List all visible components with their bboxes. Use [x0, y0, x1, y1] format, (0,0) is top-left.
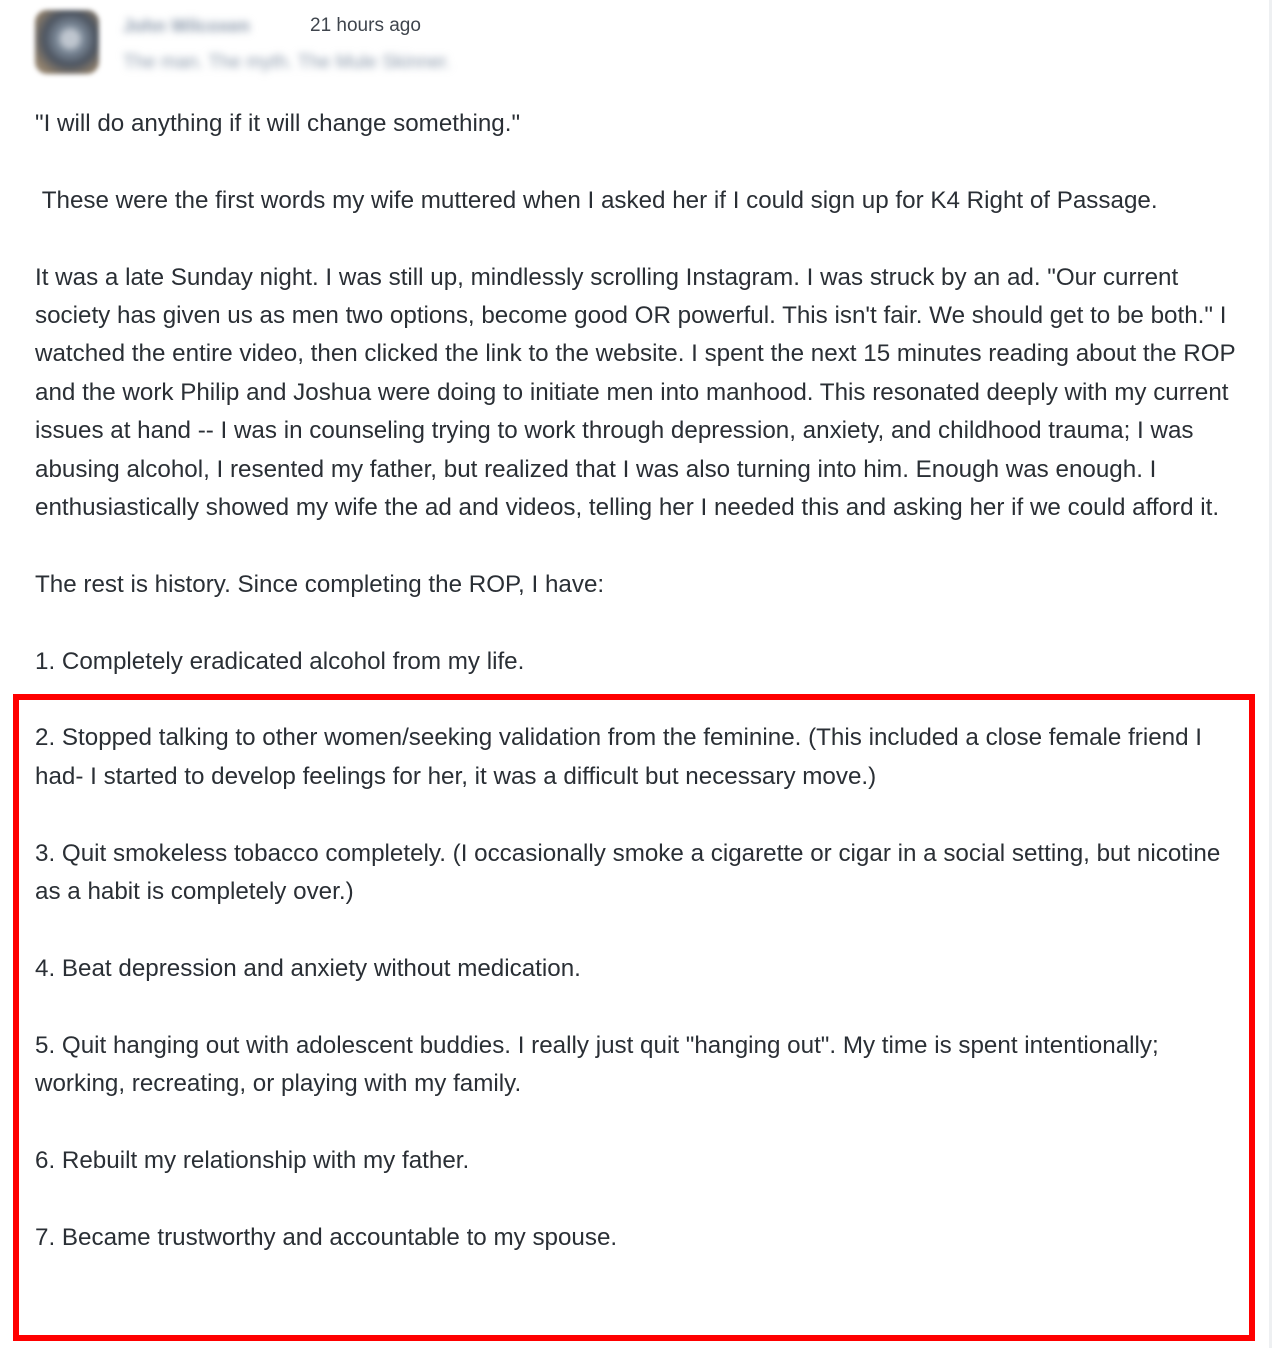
post-paragraph: These were the first words my wife muttered when I asked her if I could sign up for K4 Right of Passage.: [35, 186, 1158, 214]
post-body: [35, 105, 1240, 1295]
post-paragraph: The rest is history. Since completing the ROP, I have:: [35, 570, 605, 598]
post-paragraph: "I will do anything if it will change something.": [35, 110, 521, 137]
list-item: 6. Rebuilt my relationship with my father.: [35, 1146, 470, 1174]
list-item: 3. Quit smokeless tobacco completely. (I occasionally smoke a cigarette or cigar in a social setting, but nicotine as a habit is completely over.): [35, 839, 1228, 906]
list-item: 4. Beat depression and anxiety without medication.: [35, 954, 581, 982]
author-tagline: The man. The myth. The Mule Skinner.: [123, 52, 451, 73]
post-paragraph: It was a late Sunday night. I was still up, mindlessly scrolling Instagram. I was struck by an ad. "Our current society has given us as men two options, become good OR powerful. This isn't fair. We should get to be both." I watched the entire video, then clicked the link to the website. I spent the next 15 minutes reading about the ROP and the work Philip and Joshua were doing to initiate men into manhood. This resonated deeply with my current issues at hand -- I was in counseling trying to work through depression, anxiety, and childhood trauma; I was abusing alcohol, I resented my father, but realized that I was also turning into him. Enough was enough. I enthusiastically showed my wife the ad and videos, telling her I needed this and asking her if we could afford it.: [35, 263, 1242, 522]
list-item: 7. Became trustworthy and accountable to my spouse.: [35, 1223, 618, 1251]
post-header: [35, 10, 1235, 76]
post-timestamp: 21 hours ago: [310, 15, 421, 36]
list-item: 5. Quit hanging out with adolescent buddies. I really just quit "hanging out". My time is spent intentionally; working, recreating, or playing with my family.: [35, 1031, 1166, 1098]
list-item: 2. Stopped talking to other women/seeking validation from the feminine. (This included a close female friend I had- I started to develop feelings for her, it was a difficult but necessary move.): [35, 724, 1209, 790]
author-name[interactable]: John Wilcoxen: [123, 16, 250, 36]
list-item: 1. Completely eradicated alcohol from my life.: [35, 647, 525, 675]
avatar[interactable]: [35, 10, 99, 74]
